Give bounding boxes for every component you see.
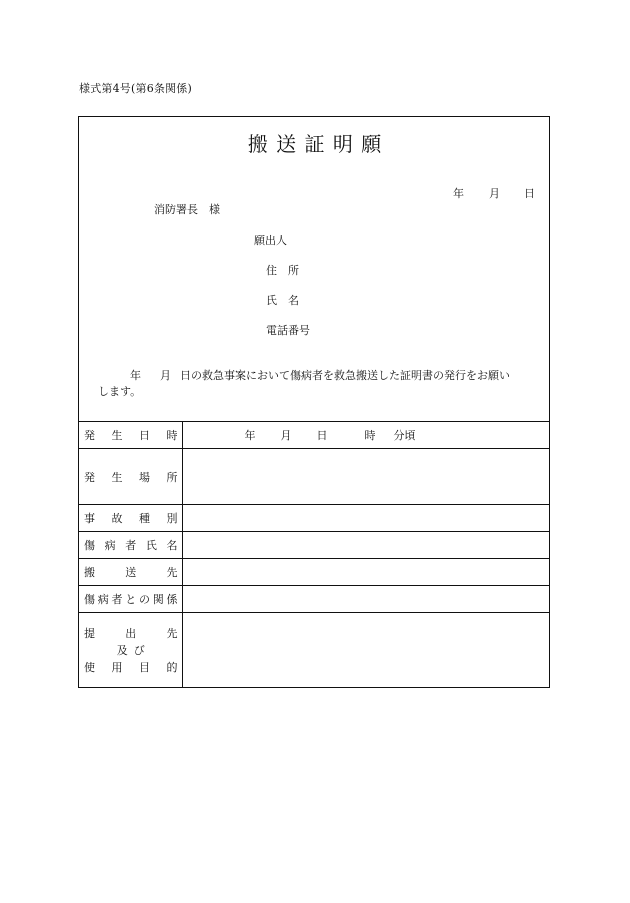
label-char: 先 xyxy=(166,626,178,640)
date-day-label: 日 xyxy=(524,187,535,200)
dt-month-unit: 月 xyxy=(280,429,292,442)
date-month-label: 月 xyxy=(489,187,500,200)
dt-year-unit: 年 xyxy=(244,429,256,442)
page-title: 搬 送 証 明 願 xyxy=(247,132,383,156)
label-char: 故 xyxy=(111,512,123,525)
label-destination xyxy=(78,559,182,586)
label-char: 出 xyxy=(125,626,137,640)
label-char: 日 xyxy=(139,429,150,442)
request-month-label: 月 xyxy=(160,369,171,382)
dt-hour-unit: 時 xyxy=(364,429,376,442)
table-row-submission-purpose xyxy=(78,613,550,687)
label-char: 場 xyxy=(139,470,150,484)
label-char: 種 xyxy=(139,512,150,525)
label-char: 的 xyxy=(166,660,178,674)
dt-minute-unit: 分頃 xyxy=(393,429,416,442)
label-char: 傷 xyxy=(84,539,95,552)
value-destination[interactable] xyxy=(182,559,550,586)
table-row-relationship xyxy=(78,586,550,613)
label-char: 事 xyxy=(84,512,95,525)
request-text-line2: します。 xyxy=(98,385,142,398)
label-char: 傷 xyxy=(84,593,95,606)
label-accident-type xyxy=(78,505,182,532)
label-line-and: 及び xyxy=(116,643,151,657)
request-year-label: 年 xyxy=(130,369,141,382)
date-year-label: 年 xyxy=(453,187,464,200)
label-occurrence-place xyxy=(78,449,182,505)
label-char: 者 xyxy=(125,539,137,552)
table-row-occurrence-place xyxy=(78,449,550,505)
label-char: 発 xyxy=(84,470,95,484)
request-text-line1: 日の救急事案において傷病者を救急搬送した証明書の発行をお願い xyxy=(180,369,510,382)
table-row-accident-type xyxy=(78,505,550,532)
applicant-heading: 願出人 xyxy=(254,234,287,247)
addressee-text: 消防署長 様 xyxy=(154,203,220,216)
applicant-phone-label: 電話番号 xyxy=(266,324,310,337)
label-char: 所 xyxy=(166,470,178,484)
label-char: 係 xyxy=(166,593,178,606)
label-char: の xyxy=(139,593,150,606)
label-char: 病 xyxy=(97,593,109,606)
value-relationship[interactable] xyxy=(182,586,550,613)
label-char: 目 xyxy=(139,660,150,674)
label-char: 者 xyxy=(111,593,123,606)
label-char: 関 xyxy=(152,593,164,606)
label-char: 搬 xyxy=(84,566,95,579)
label-submission-purpose xyxy=(78,613,182,687)
table-row-destination xyxy=(78,559,550,586)
value-submission-purpose[interactable] xyxy=(182,613,550,687)
label-char: 先 xyxy=(166,566,178,579)
label-char: 時 xyxy=(166,429,178,442)
label-char: 生 xyxy=(111,429,123,442)
label-char: 使 xyxy=(84,660,95,674)
label-patient-name xyxy=(78,532,182,559)
label-char: 発 xyxy=(84,429,95,442)
value-occurrence-datetime[interactable] xyxy=(182,422,550,449)
label-occurrence-datetime xyxy=(78,422,182,449)
label-relationship xyxy=(78,586,182,613)
value-patient-name[interactable] xyxy=(182,532,550,559)
applicant-name-label: 氏 名 xyxy=(266,294,299,307)
table-row-patient-name xyxy=(78,532,550,559)
label-char: 別 xyxy=(166,512,178,525)
applicant-address-label: 住 所 xyxy=(266,264,299,277)
label-char: 生 xyxy=(111,470,123,484)
label-char: と xyxy=(125,593,137,606)
form-number-label: 様式第4号(第6条関係) xyxy=(79,82,192,95)
table-row-occurrence-datetime xyxy=(78,422,550,449)
value-accident-type[interactable] xyxy=(182,505,550,532)
label-char: 用 xyxy=(111,660,123,674)
value-occurrence-place[interactable] xyxy=(182,449,550,505)
label-char: 名 xyxy=(166,539,178,552)
label-char: 提 xyxy=(84,626,95,640)
details-table xyxy=(78,421,550,687)
label-char: 送 xyxy=(125,566,137,579)
label-char: 病 xyxy=(104,539,116,552)
dt-day-unit: 日 xyxy=(316,429,328,442)
label-char: 氏 xyxy=(145,539,157,552)
